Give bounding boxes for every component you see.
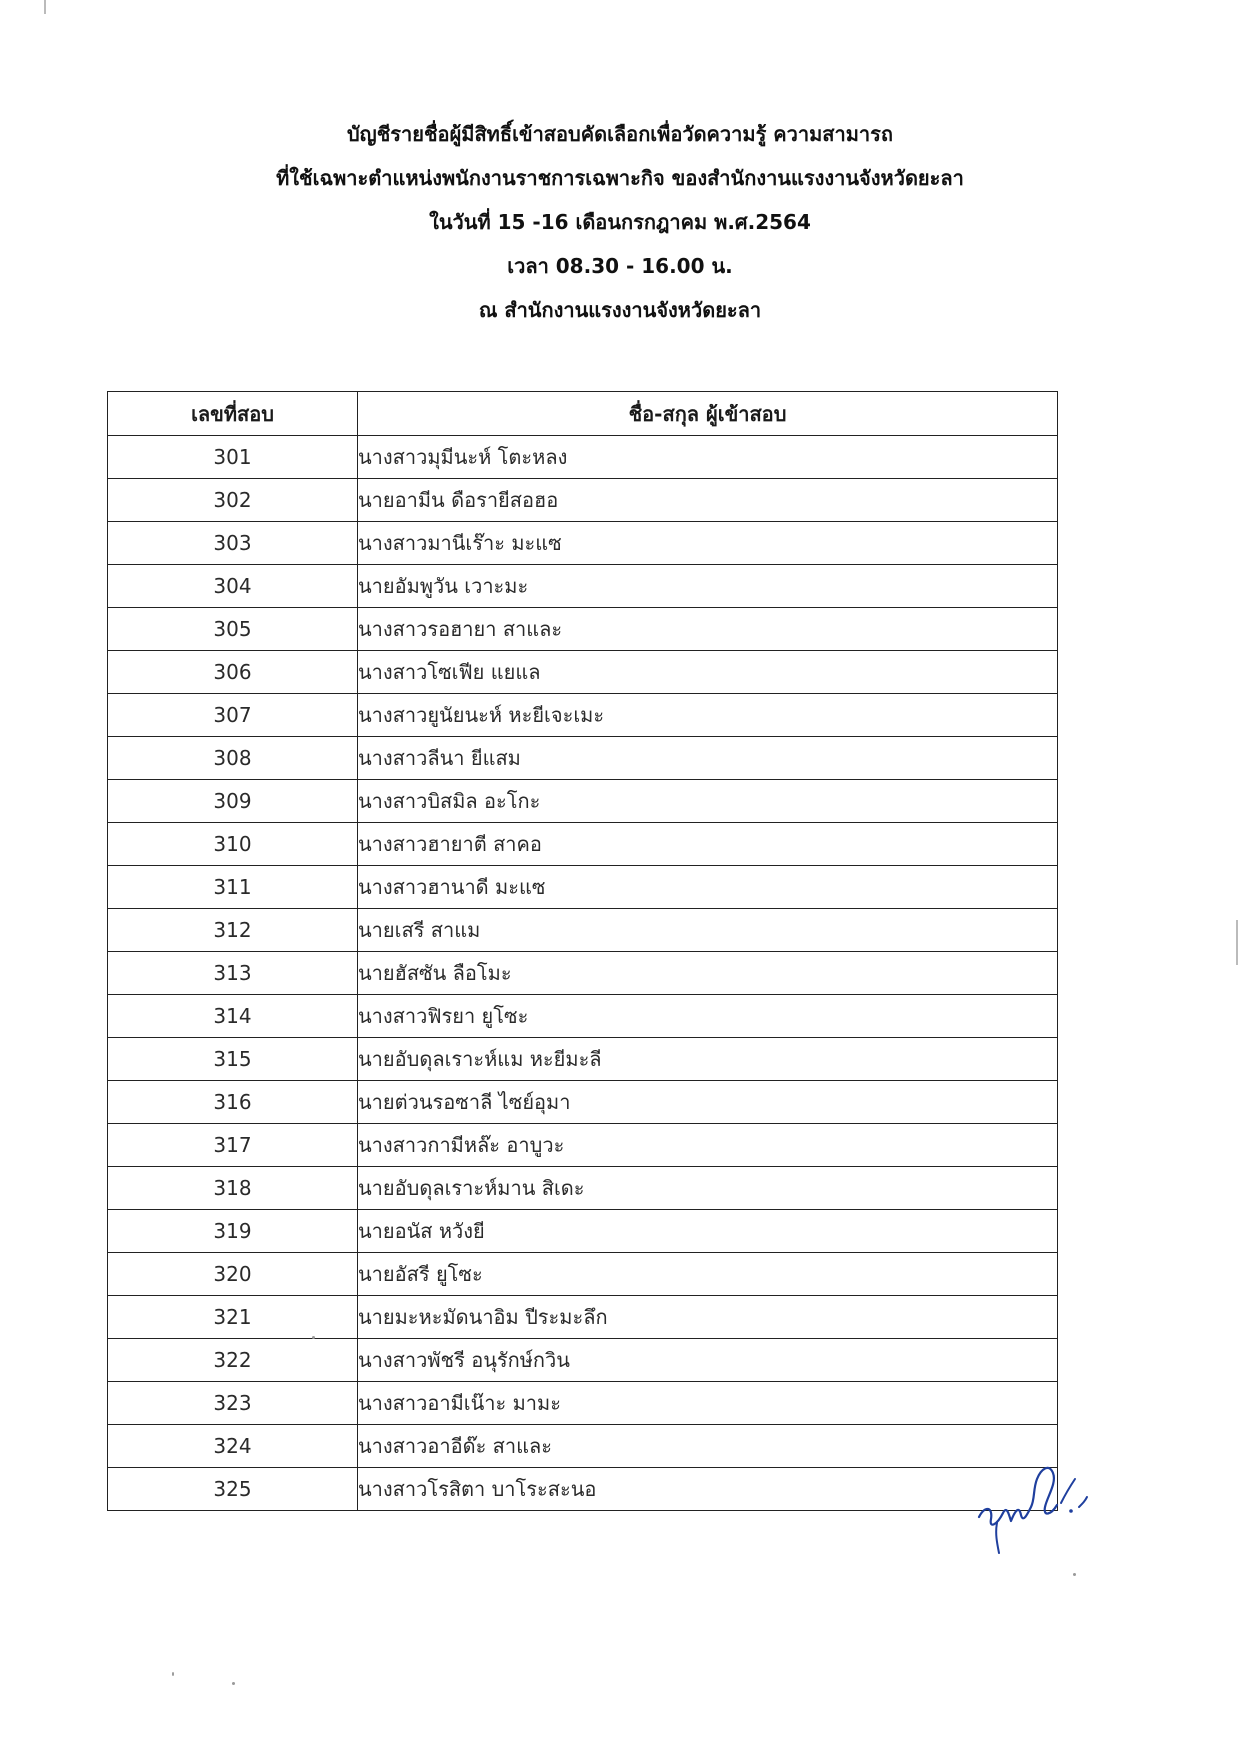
table-row	[108, 1468, 1058, 1511]
table-row	[108, 479, 1058, 522]
exam-number-cell: 301	[108, 436, 358, 479]
exam-number-cell: 306	[108, 651, 358, 694]
table-row	[108, 823, 1058, 866]
table-row	[108, 1339, 1058, 1382]
exam-number-cell: 314	[108, 995, 358, 1038]
table-row	[108, 1296, 1058, 1339]
candidate-name-cell: นางสาวโรสิตา บาโระสะนอ	[358, 1468, 1058, 1511]
header-venue-line: ณ สำนักงานแรงงานจังหวัดยะลา	[478, 298, 762, 322]
scan-speck	[1073, 1573, 1076, 1576]
exam-number-cell: 324	[108, 1425, 358, 1468]
candidate-name-cell: นายอัมพูวัน เวาะมะ	[358, 565, 1058, 608]
header-date-line: ในวันที่ 15 -16 เดือนกรกฎาคม พ.ศ.2564	[429, 210, 811, 234]
table-row	[108, 694, 1058, 737]
table-row	[108, 737, 1058, 780]
table-header-row	[108, 392, 1058, 436]
table-row	[108, 995, 1058, 1038]
header-time-line: เวลา 08.30 - 16.00 น.	[507, 254, 733, 278]
table-row	[108, 1167, 1058, 1210]
exam-number-cell: 308	[108, 737, 358, 780]
candidate-name-cell: นายอับดุลเราะห์มาน สิเดะ	[358, 1167, 1058, 1210]
scan-speck	[232, 1682, 235, 1685]
exam-number-cell: 322	[108, 1339, 358, 1382]
table-body	[108, 436, 1058, 1511]
table-row	[108, 608, 1058, 651]
table-row	[108, 1081, 1058, 1124]
candidate-name-cell: นางสาวบิสมิล อะโกะ	[358, 780, 1058, 823]
table-row	[108, 1038, 1058, 1081]
candidate-name-cell: นางสาวโซเฟีย แยแล	[358, 651, 1058, 694]
table-row	[108, 952, 1058, 995]
exam-number-cell: 310	[108, 823, 358, 866]
table-row	[108, 866, 1058, 909]
column-header-exam-number: เลขที่สอบ	[108, 392, 358, 436]
exam-number-cell: 313	[108, 952, 358, 995]
candidate-table	[107, 391, 1058, 1511]
document-header	[0, 112, 1240, 332]
candidate-name-cell: นายอนัส หวังยี	[358, 1210, 1058, 1253]
table-row	[108, 1382, 1058, 1425]
scan-speck	[172, 1672, 174, 1676]
candidate-name-cell: นางสาวฟิรยา ยูโซะ	[358, 995, 1058, 1038]
exam-number-cell: 303	[108, 522, 358, 565]
candidate-name-cell: นายอับดุลเราะห์แม หะยีมะลี	[358, 1038, 1058, 1081]
candidate-name-cell: นางสาวกามีหล๊ะ อาบูวะ	[358, 1124, 1058, 1167]
header-title-line-2: ที่ใช้เฉพาะตำแหน่งพนักงานราชการเฉพาะกิจ ของสำนักงานแรงงานจังหวัดยะลา	[276, 166, 964, 190]
exam-number-cell: 307	[108, 694, 358, 737]
table-row	[108, 780, 1058, 823]
handwritten-signature	[975, 1445, 1105, 1555]
candidate-name-cell: นางสาวมุมีนะห์ โตะหลง	[358, 436, 1058, 479]
exam-number-cell: 312	[108, 909, 358, 952]
header-title-line-1: บัญชีรายชื่อผู้มีสิทธิ์เข้าสอบคัดเลือกเพื่อวัดความรู้ ความสามารถ	[346, 122, 894, 146]
exam-number-cell: 315	[108, 1038, 358, 1081]
table-row	[108, 436, 1058, 479]
candidate-name-cell: นางสาวอาอีด๊ะ สาและ	[358, 1425, 1058, 1468]
table-row	[108, 1210, 1058, 1253]
exam-number-cell: 302	[108, 479, 358, 522]
column-header-full-name: ชื่อ-สกุล ผู้เข้าสอบ	[358, 392, 1058, 436]
exam-number-cell: 317	[108, 1124, 358, 1167]
candidate-name-cell: นายอามีน ดือรายีสอฮอ	[358, 479, 1058, 522]
candidate-name-cell: นางสาวลีนา ยีแสม	[358, 737, 1058, 780]
table-row	[108, 1425, 1058, 1468]
candidate-name-cell: นางสาวมานีเร๊าะ มะแซ	[358, 522, 1058, 565]
table-row	[108, 1253, 1058, 1296]
exam-number-cell: 311	[108, 866, 358, 909]
candidate-name-cell: นายต่วนรอซาลี ไซย์อุมา	[358, 1081, 1058, 1124]
candidate-name-cell: นางสาวฮานาดี มะแซ	[358, 866, 1058, 909]
exam-number-cell: 323	[108, 1382, 358, 1425]
table-row	[108, 522, 1058, 565]
candidate-name-cell: นายอัสรี ยูโซะ	[358, 1253, 1058, 1296]
candidate-name-cell: นางสาวอามีเน๊าะ มามะ	[358, 1382, 1058, 1425]
table-row	[108, 1124, 1058, 1167]
candidate-name-cell: นางสาวยูนัยนะห์ หะยีเจะเมะ	[358, 694, 1058, 737]
exam-number-cell: 305	[108, 608, 358, 651]
exam-number-cell: 321	[108, 1296, 358, 1339]
table-row	[108, 651, 1058, 694]
candidate-name-cell: นางสาวรอฮายา สาและ	[358, 608, 1058, 651]
scan-edge-mark	[44, 0, 46, 14]
scan-speck	[312, 1336, 315, 1339]
candidate-name-cell: นายฮัสซัน ลือโมะ	[358, 952, 1058, 995]
candidate-name-cell: นางสาวพัชรี อนุรักษ์กวิน	[358, 1339, 1058, 1382]
exam-number-cell: 318	[108, 1167, 358, 1210]
exam-number-cell: 304	[108, 565, 358, 608]
exam-number-cell: 325	[108, 1468, 358, 1511]
candidate-name-cell: นางสาวฮายาตี สาคอ	[358, 823, 1058, 866]
table-row	[108, 909, 1058, 952]
exam-number-cell: 320	[108, 1253, 358, 1296]
exam-number-cell: 309	[108, 780, 358, 823]
candidate-name-cell: นายเสรี สาแม	[358, 909, 1058, 952]
exam-number-cell: 319	[108, 1210, 358, 1253]
scan-edge-mark	[1236, 920, 1238, 965]
table-row	[108, 565, 1058, 608]
exam-number-cell: 316	[108, 1081, 358, 1124]
candidate-name-cell: นายมะหะมัดนาอิม ปีระมะลึก	[358, 1296, 1058, 1339]
